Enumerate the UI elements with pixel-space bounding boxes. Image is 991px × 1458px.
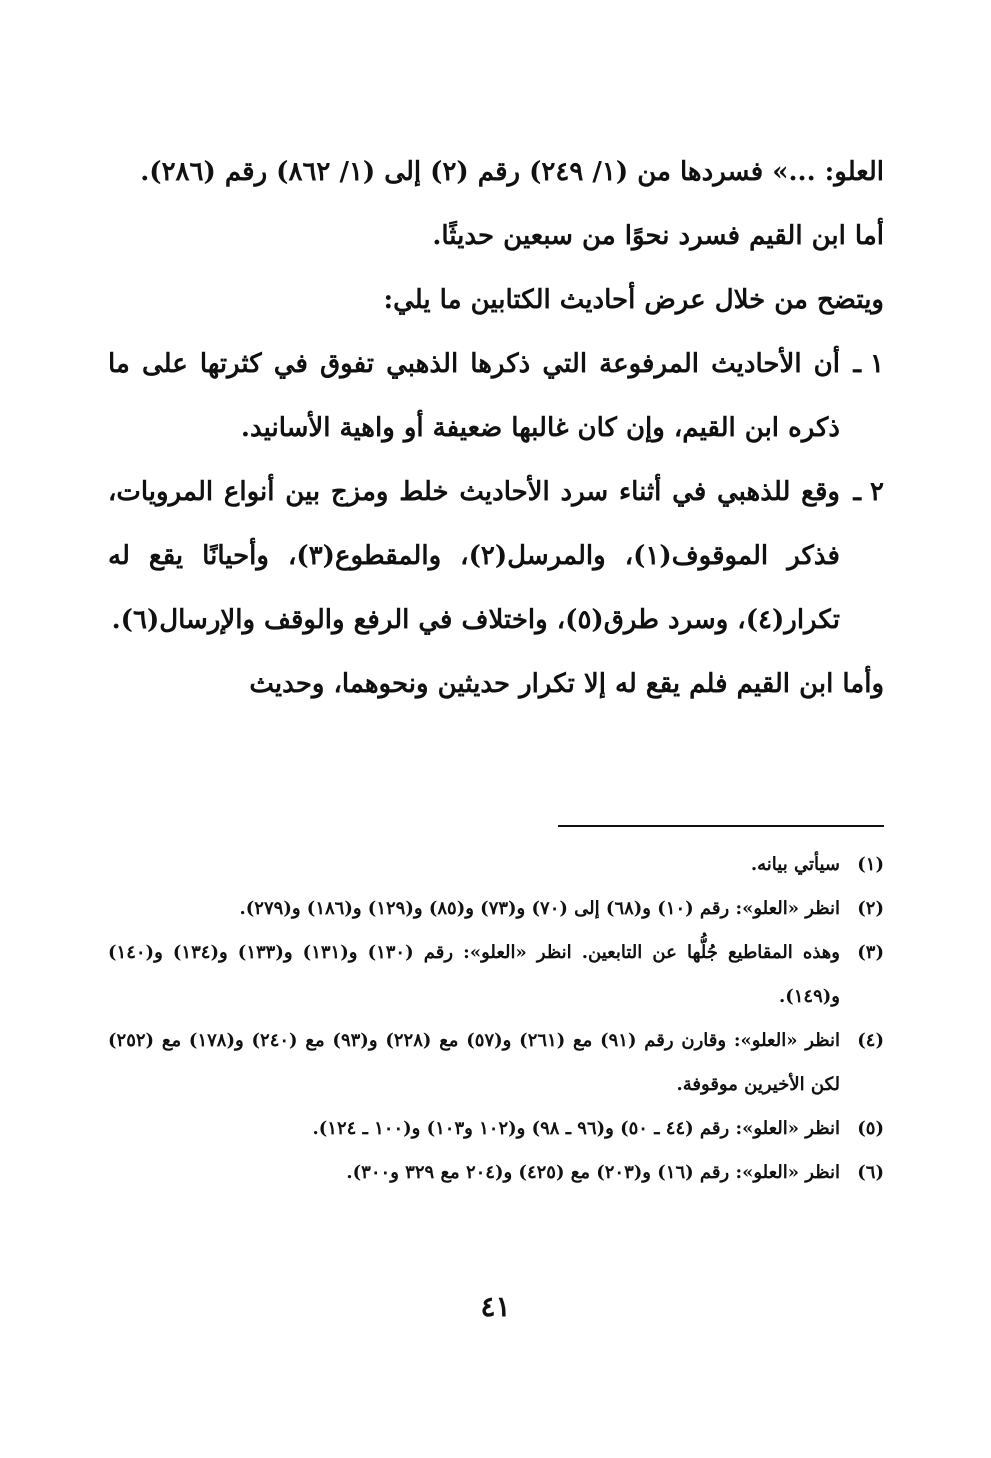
footnotes: [108, 843, 884, 1195]
footnote: [108, 1019, 884, 1107]
footnote-text: انظر «العلو»: رقم (٤٤ ـ ٥٠) و(٩٦ ـ ٩٨) و(١٠٢ و١٠٣) و(١٠٠ ـ ١٢٤).: [312, 1118, 840, 1139]
footnote-number: (١): [857, 854, 884, 875]
list-item-text: وقع للذهبي في أثناء سرد الأحاديث خلط ومزج بين أنواع المرويات، فذكر الموقوف(١)، والمرسل(٢)، والمقطوع(٣)، وأحيانًا يقع له تكرار(٤)، وسرد طرق(٥)، واختلاف في الرفع والوقف والإرسال(٦).: [108, 477, 840, 635]
footnote: [108, 843, 884, 887]
footnote-text: سيأتي بيانه.: [750, 854, 840, 875]
list-item-text: أن الأحاديث المرفوعة التي ذكرها الذهبي تفوق في كثرتها على ما ذكره ابن القيم، وإن كان غالبها ضعيفة أو واهية الأسانيد.: [108, 349, 840, 443]
paragraph: العلو: ...» فسردها من (١/ ٢٤٩) رقم (٢) إلى (١/ ٨٦٢) رقم (٢٨٦).: [140, 157, 884, 187]
closing-paragraph: وأما ابن القيم فلم يقع له إلا تكرار حديثين ونحوهما، وحديث: [249, 669, 884, 699]
footnote-number: (٣): [857, 942, 884, 963]
footnote: [108, 931, 884, 1019]
list-item: [108, 460, 884, 652]
paragraph: ويتضح من خلال عرض أحاديث الكتابين ما يلي:: [383, 285, 884, 315]
list-item: [108, 332, 884, 460]
footnote-text: انظر «العلو»: رقم (١٠) و(٦٨) إلى (٧٠) و(٧٣) و(٨٥) و(١٢٩) و(١٨٦) و(٢٧٩).: [239, 898, 840, 919]
footnote: [108, 1151, 884, 1195]
list-item-number: ٢ ـ: [853, 477, 884, 507]
footnote: [108, 887, 884, 931]
paragraph: أما ابن القيم فسرد نحوًا من سبعين حديثًا.: [432, 221, 884, 251]
footnote-text: وهذه المقاطيع جُلُّها عن التابعين. انظر «العلو»: رقم (١٣٠) و(١٣١) و(١٣٣) و(١٣٤) و(١٤٠) و(١٤٩).: [108, 942, 840, 1007]
footnote: [108, 1107, 884, 1151]
footnote-number: (٦): [857, 1162, 884, 1183]
footnote-number: (٤): [857, 1030, 884, 1051]
footnote-number: (٢): [857, 898, 884, 919]
footnote-text: انظر «العلو»: وقارن رقم (٩١) مع (٢٦١) و(٥٧) مع (٢٢٨) و(٩٣) مع (٢٤٠) و(١٧٨) مع (٢٥٢) لكن الأخيرين موقوفة.: [108, 1030, 841, 1095]
list-item-number: ١ ـ: [853, 349, 884, 379]
footnote-divider: [558, 825, 884, 827]
main-text: [108, 140, 884, 716]
footnote-number: (٥): [857, 1118, 884, 1139]
page-number: ٤١: [480, 1290, 511, 1323]
footnote-text: انظر «العلو»: رقم (١٦) و(٢٠٣) مع (٤٢٥) و(٢٠٤ مع ٣٢٩ و٣٠٠).: [346, 1162, 840, 1183]
